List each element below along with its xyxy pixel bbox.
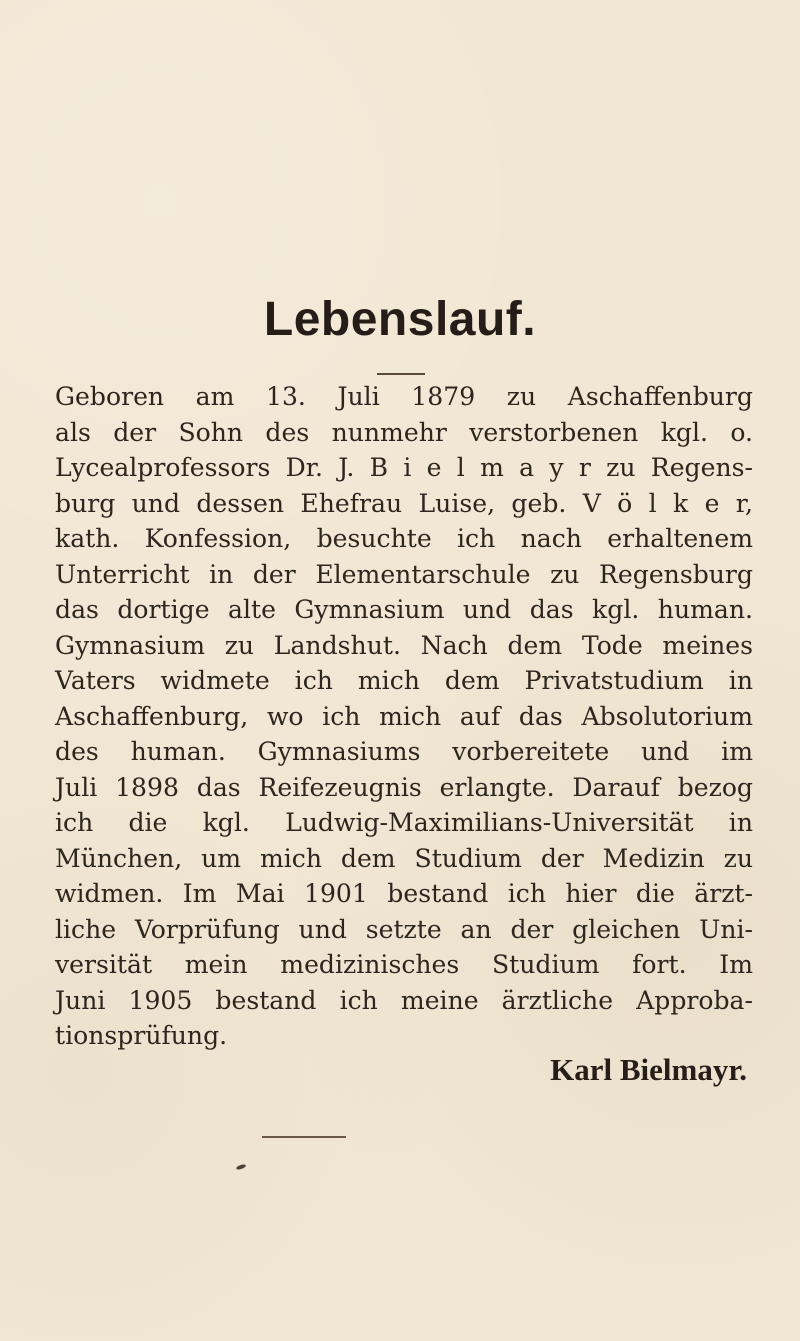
title-underline-divider (377, 373, 425, 375)
text-line-2: als der Sohn des nunmehr verstorbenen kgl. o. (55, 417, 753, 447)
text-line-4: burg und dessen Ehefrau Luise, geb. V ö l k e r, (55, 488, 753, 518)
text-line-1: Geboren am 13. Juli 1879 zu Aschaffenburg (55, 382, 753, 411)
text-line-10: Aschaffenburg, wo ich mich auf das Absolutorium (55, 701, 753, 731)
text-line-16: liche Vorprüfung und setzte an der gleichen Uni- (55, 914, 753, 944)
text-line-9: Vaters widmete ich mich dem Privatstudium in (55, 666, 753, 695)
text-line-18: Juni 1905 bestand ich meine ärztliche Approba- (55, 985, 753, 1015)
text-line-19: tionsprüfung. (55, 1021, 228, 1050)
text-line-5: kath. Konfession, besuchte ich nach erhaltenem (55, 524, 753, 553)
text-line-14: München, um mich dem Studium der Medizin zu (55, 843, 753, 873)
text-line-3: Lycealprofessors Dr. J. B i e l m a y r zu Regens- (55, 453, 753, 482)
biography-text (55, 379, 753, 1054)
ink-speck (236, 1164, 247, 1171)
text-line-11: des human. Gymnasiums vorbereitete und im (55, 737, 753, 766)
signature: Karl Bielmayr. (550, 1052, 747, 1087)
text-line-15: widmen. Im Mai 1901 bestand ich hier die ärzt- (55, 879, 753, 908)
text-line-17: versität mein medizinisches Studium fort. Im (55, 950, 753, 979)
page-title: Lebenslauf. (263, 293, 537, 346)
text-line-7: das dortige alte Gymnasium und das kgl. human. (55, 595, 753, 624)
text-line-12: Juli 1898 das Reifezeugnis erlangte. Darauf bezog (55, 772, 753, 802)
text-line-13: ich die kgl. Ludwig-Maximilians-Universität in (55, 808, 753, 837)
text-line-6: Unterricht in der Elementarschule zu Regensburg (55, 559, 753, 589)
bottom-divider (262, 1136, 346, 1138)
text-line-8: Gymnasium zu Landshut. Nach dem Tode meines (55, 630, 753, 660)
